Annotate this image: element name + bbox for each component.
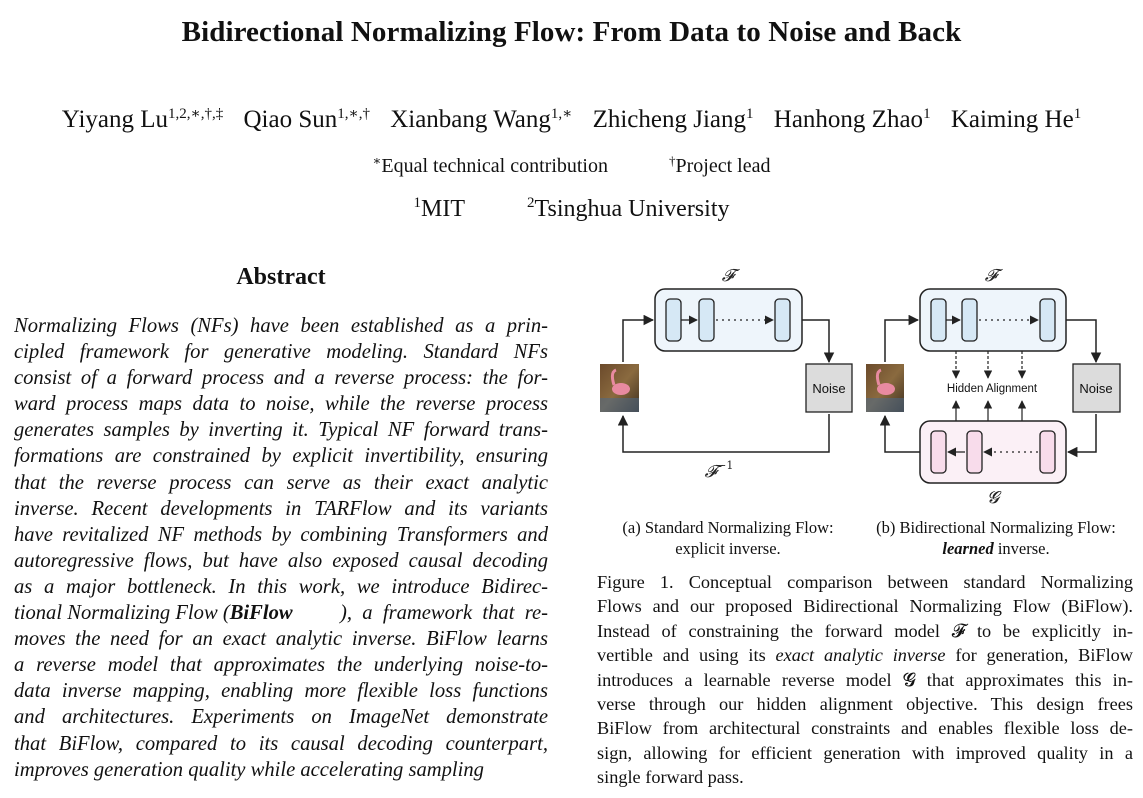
project-lead-note: †Project lead (668, 153, 771, 177)
author: Yiyang $Lu^{1,2,∗,\dagger,\ddagger}$ (61, 106, 224, 133)
equal-contribution-note: ∗Equal technical contribution (372, 153, 608, 177)
reverse-block (931, 431, 946, 473)
noise-label: Noise (812, 381, 846, 396)
author: Xianbang Wang$^{1,∗}$ (390, 106, 573, 133)
abstract-line: a reverse model that approximates the underlying noise-to- (14, 654, 548, 677)
image-to-forward-arrow (885, 320, 918, 362)
abstract-line: data inverse mapping, enabling more flexible loss functions (14, 680, 548, 703)
forward-to-noise-arrow (802, 320, 829, 362)
abstract-line: have revitalized NF methods by combining Transformers and (14, 523, 548, 546)
abstract-line: tional Normalizing Flow ( BiFlow ), a framework that re- (14, 600, 548, 626)
caption-line: introduces a learnable reverse model 𝓖 that approximates this in- (597, 669, 1133, 690)
flamingo-image (600, 364, 639, 412)
caption-line: Instead of constraining the forward model 𝓕 to be explicitly in- (597, 620, 1133, 641)
author: Zhicheng Jiang$^1$ (592, 106, 754, 133)
image-to-forward-arrow (623, 320, 653, 362)
forward-model-label: 𝓕 (721, 266, 735, 286)
flow-block (666, 299, 681, 341)
abstract-line: cipled framework for generative modeling. Standard NFs (14, 341, 548, 364)
inverse-arrow (623, 414, 829, 452)
abstract-line: improves generation quality while accelerating sampling (14, 758, 484, 781)
paper-title: Bidirectional Normalizing Flow: From Data to Noise and Back (181, 16, 962, 48)
abstract-line: generates samples by inverting it. Typical NF forward trans- (14, 419, 548, 442)
figure-caption (597, 570, 1133, 790)
reverse-block (1040, 431, 1055, 473)
subcaption-b: (b) Bidirectional Normalizing Flow: learned inverse. (876, 518, 1116, 558)
noise-label: Noise (1079, 381, 1113, 396)
reverse-model-label: 𝓖 (987, 488, 999, 508)
abstract-line: consist of a forward process and a reverse process: the for- (14, 367, 548, 390)
subcaption-a: (a) Standard Normalizing Flow: explicit inverse. (622, 518, 834, 558)
abstract-body (14, 313, 548, 783)
italic-phrase: exact analytic inverse (775, 645, 946, 666)
reverse-block (967, 431, 982, 473)
hidden-alignment-label: Hidden Alignment (946, 383, 1038, 395)
author-list (0, 106, 1143, 134)
author: Kaiming He$^1$ (950, 106, 1082, 133)
abstract-line: Normalizing Flows (NFs) have been established as a prin- (14, 315, 548, 337)
abstract-line: inverse. Recent developments in TARFlow and its variants (14, 497, 548, 520)
caption-line: sign, allowing for efficient generation with improved quality in a (597, 742, 1133, 763)
abstract-line: that BiFlow, compared to its causal decoding counterpart, (14, 732, 548, 755)
flow-block (931, 299, 946, 341)
caption-line: BiFlow from architectural constraints and enables flexible loss de- (597, 718, 1133, 739)
affiliation: $^1$MIT (413, 195, 466, 222)
panel-a (600, 266, 852, 482)
reverse-to-image-arrow (885, 416, 920, 452)
abstract-line: formations are constrained by explicit invertibility, ensuring (14, 445, 548, 468)
flow-block (1040, 299, 1055, 341)
caption-line: single forward pass. (597, 767, 744, 788)
figure-1-diagram (592, 262, 1137, 522)
abstract-line: as a major bottleneck. In this work, we introduce Bidirec- (14, 575, 548, 598)
caption-line: vertible and using its exact analytic inverse for generation, BiFlow (597, 645, 1133, 666)
flow-block (962, 299, 977, 341)
affiliation: $^2$Tsinghua University (527, 195, 730, 222)
abstract-line: moves the need for an exact analytic inverse. BiFlow learns (14, 628, 548, 651)
caption-line: Figure 1. Conceptual comparison between standard Normalizing (597, 572, 1133, 592)
caption-line: verse through our hidden alignment objective. This design frees (597, 693, 1133, 714)
inverse-label: 𝓕$^{-1}$ (704, 459, 734, 482)
abstract-line: ward process maps data to noise, while the reverse process (14, 393, 548, 416)
author: Qiao Sun$^{1,∗,\dagger}$ (243, 106, 370, 133)
noise-to-reverse-arrow (1068, 414, 1096, 452)
forward-to-noise-arrow (1066, 320, 1096, 362)
author-notes (0, 155, 1143, 178)
biflow-name: BiFlow (229, 602, 293, 625)
abstract-heading: Abstract (236, 264, 326, 290)
flow-block (699, 299, 714, 341)
flow-block (775, 299, 790, 341)
abstract-line: and architectures. Experiments on ImageNet demonstrate (14, 706, 548, 729)
panel-b (866, 266, 1120, 508)
affiliations (0, 196, 1143, 223)
flamingo-image (866, 364, 904, 412)
abstract-line: that the reverse process can serve as their exact analytic (14, 471, 548, 494)
caption-line: Flows and our proposed Bidirectional Normalizing Flow (BiFlow). (597, 596, 1133, 617)
forward-model-label: 𝓕 (984, 266, 998, 286)
abstract-line: autoregressive flows, but have also exposed causal decoding (14, 549, 548, 572)
author: Hanhong Zhao$^1$ (773, 106, 931, 133)
